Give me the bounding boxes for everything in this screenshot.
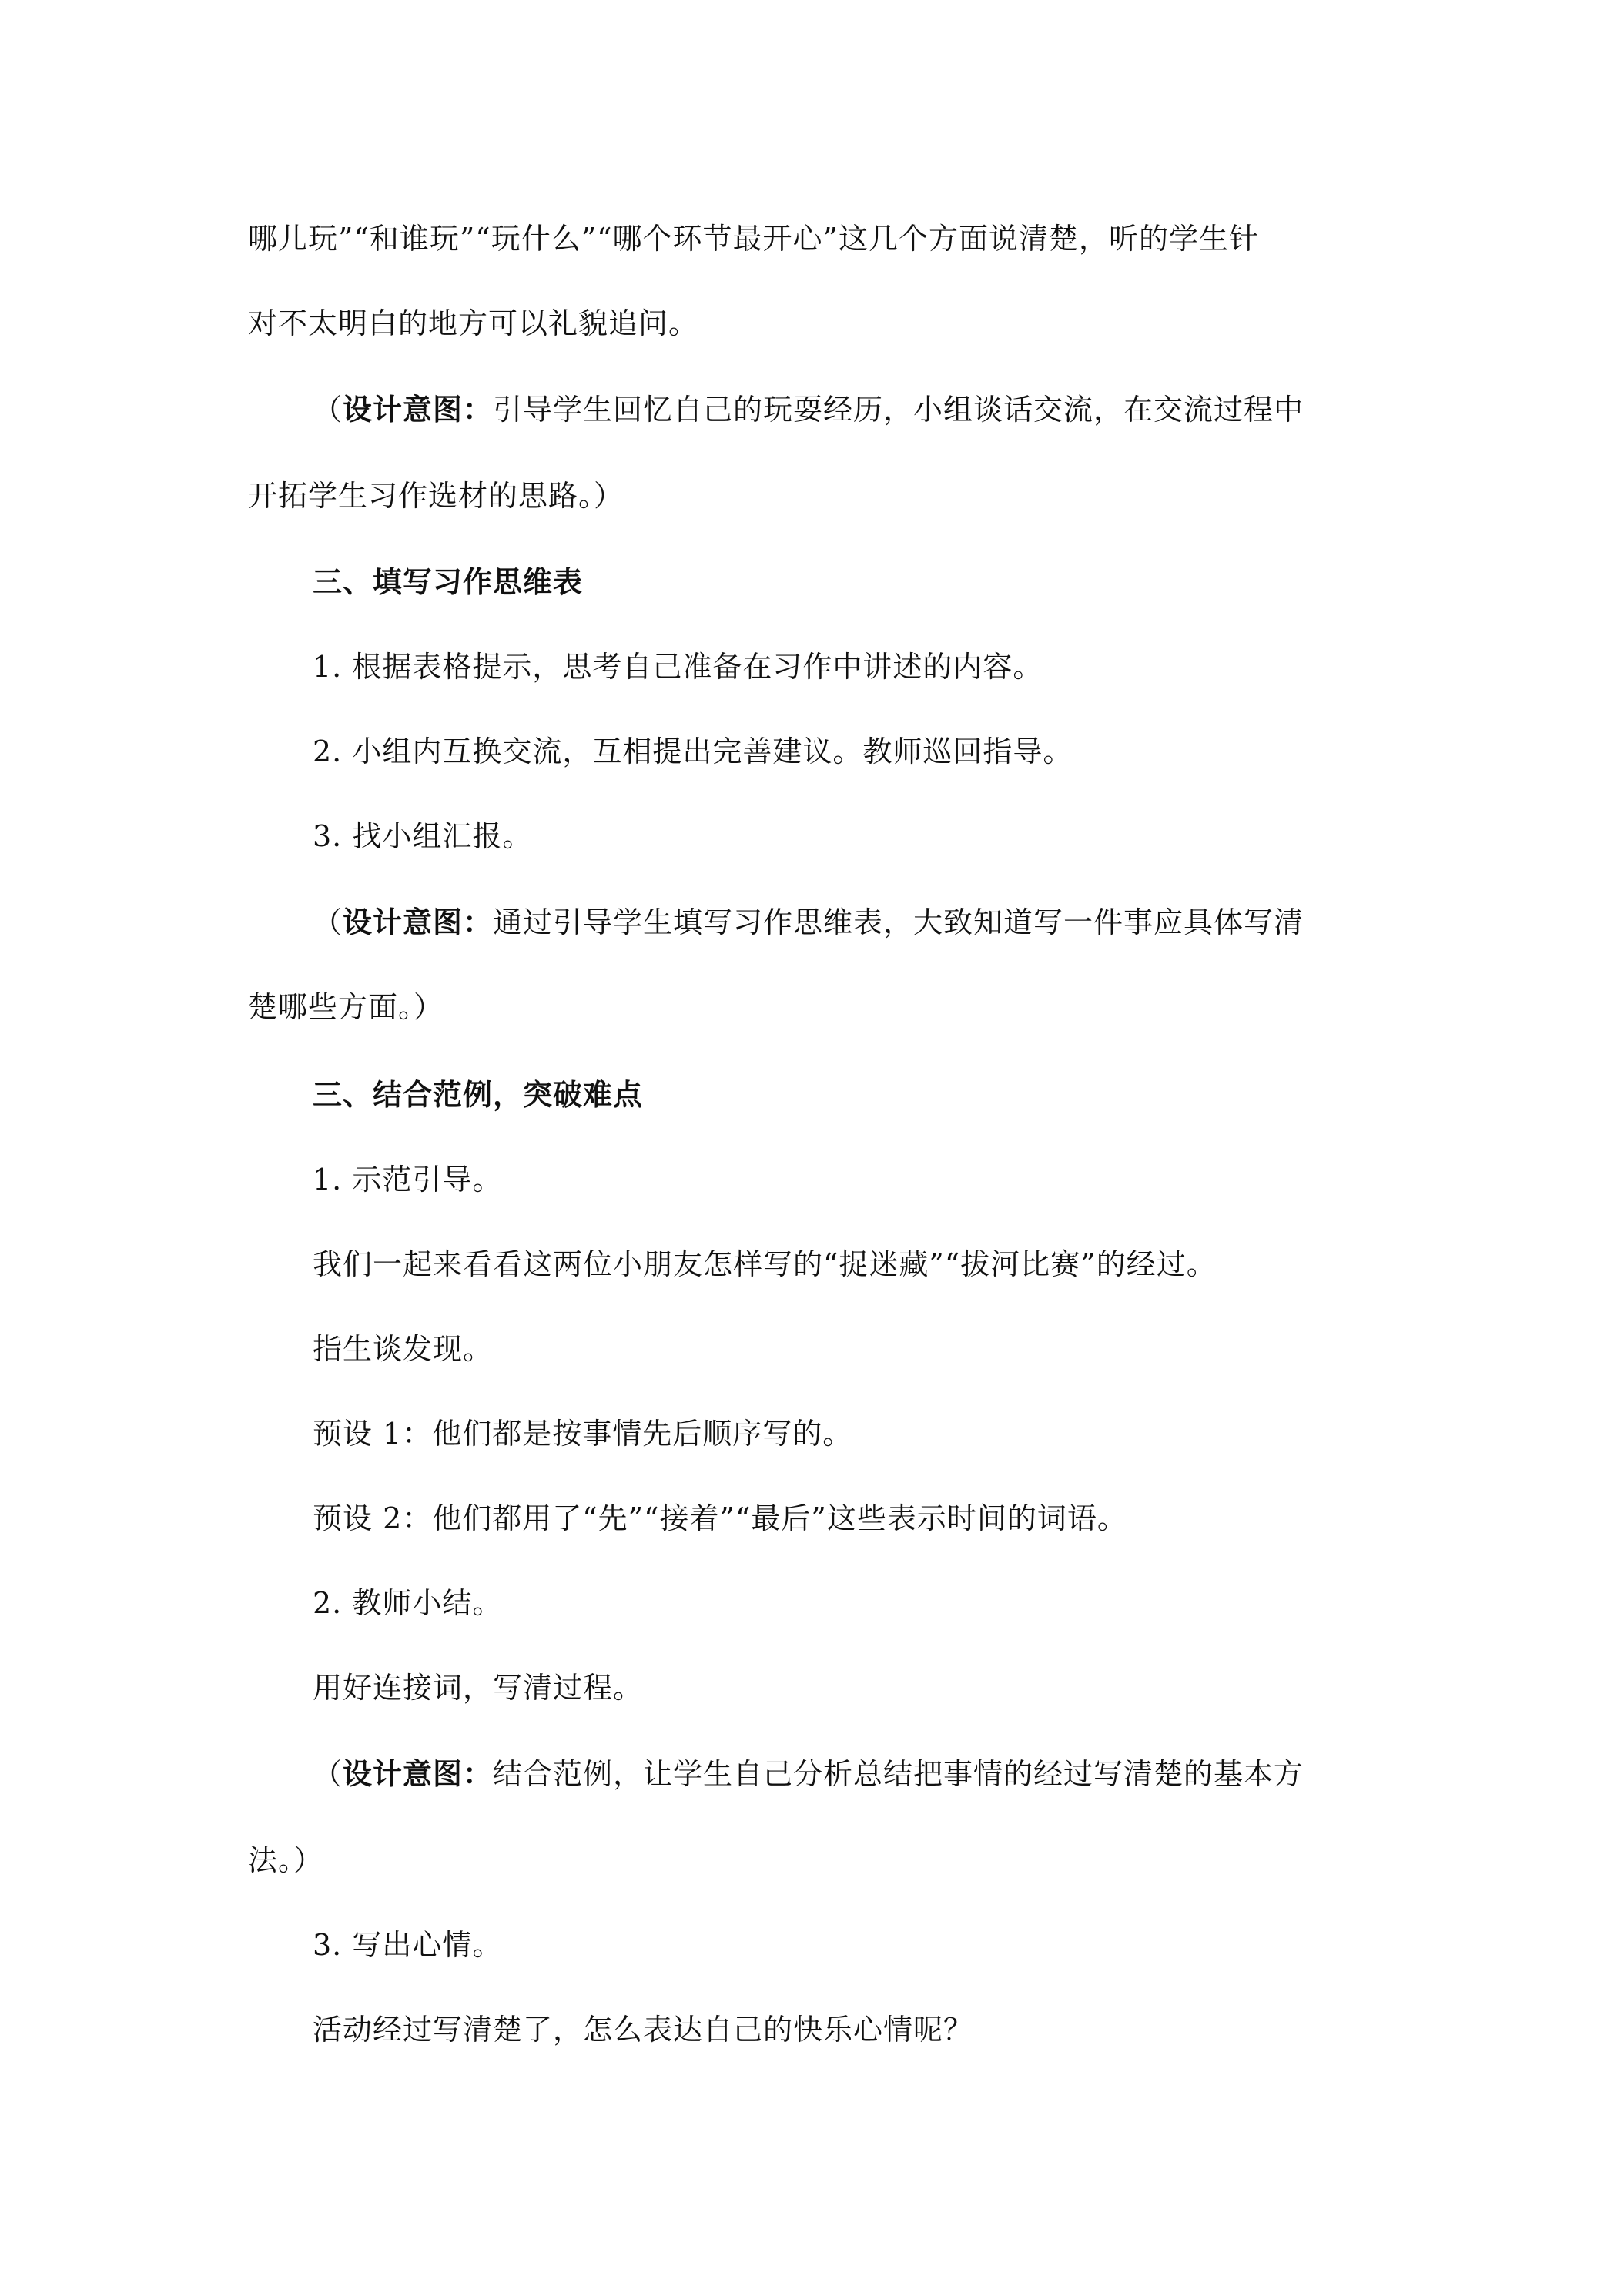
list-item: 2. 教师小结。 — [313, 1586, 503, 1620]
intent-open-paren: （ — [313, 393, 343, 427]
design-intent-note-cont: 楚哪些方面。） — [248, 990, 444, 1024]
list-item: 3. 找小组汇报。 — [313, 819, 533, 853]
preset-line: 预设 1：他们都是按事情先后顺序写的。 — [313, 1417, 853, 1451]
list-item: 3. 写出心情。 — [313, 1928, 503, 1962]
paragraph-line: 活动经过写清楚了，怎么表达自己的快乐心情呢？ — [313, 2013, 974, 2047]
design-intent-text: 引导学生回忆自己的玩耍经历，小组谈话交流，在交流过程中 — [493, 393, 1304, 427]
list-item: 2. 小组内互换交流，互相提出完善建议。教师巡回指导。 — [313, 735, 1073, 768]
design-intent-text: 通过引导学生填写习作思维表，大致知道写一件事应具体写清 — [493, 905, 1304, 939]
design-intent-note — [313, 388, 1304, 431]
design-intent-label: 设计意图： — [343, 392, 494, 427]
design-intent-label: 设计意图： — [343, 905, 494, 939]
design-intent-note — [313, 1752, 1304, 1796]
preset-line: 预设 2：他们都用了“先”“接着”“最后”这些表示时间的词语。 — [313, 1501, 1127, 1535]
list-item: 1. 示范引导。 — [313, 1163, 503, 1197]
design-intent-note-cont: 开拓学生习作选材的思路。） — [248, 479, 624, 513]
design-intent-text: 结合范例，让学生自己分析总结把事情的经过写清楚的基本方 — [493, 1757, 1304, 1791]
design-intent-label: 设计意图： — [343, 1756, 494, 1791]
design-intent-note — [313, 901, 1304, 944]
paragraph-line: 对不太明白的地方可以礼貌追问。 — [248, 306, 699, 340]
intent-open-paren: （ — [313, 905, 343, 939]
paragraph-line: 哪儿玩”“和谁玩”“玩什么”“哪个环节最开心”这几个方面说清楚，听的学生针 — [248, 222, 1259, 256]
design-intent-note-cont: 法。） — [248, 1843, 324, 1877]
list-item: 1. 根据表格提示，思考自己准备在习作中讲述的内容。 — [313, 650, 1043, 684]
paragraph-line: 指生谈发现。 — [313, 1332, 494, 1366]
paragraph-line: 我们一起来看看这两位小朋友怎样写的“捉迷藏”“拔河比赛”的经过。 — [313, 1247, 1217, 1281]
paragraph-line: 用好连接词，写清过程。 — [313, 1671, 644, 1705]
section-heading: 三、填写习作思维表 — [313, 564, 584, 599]
section-heading: 三、结合范例，突破难点 — [313, 1077, 644, 1112]
intent-open-paren: （ — [313, 1757, 343, 1791]
